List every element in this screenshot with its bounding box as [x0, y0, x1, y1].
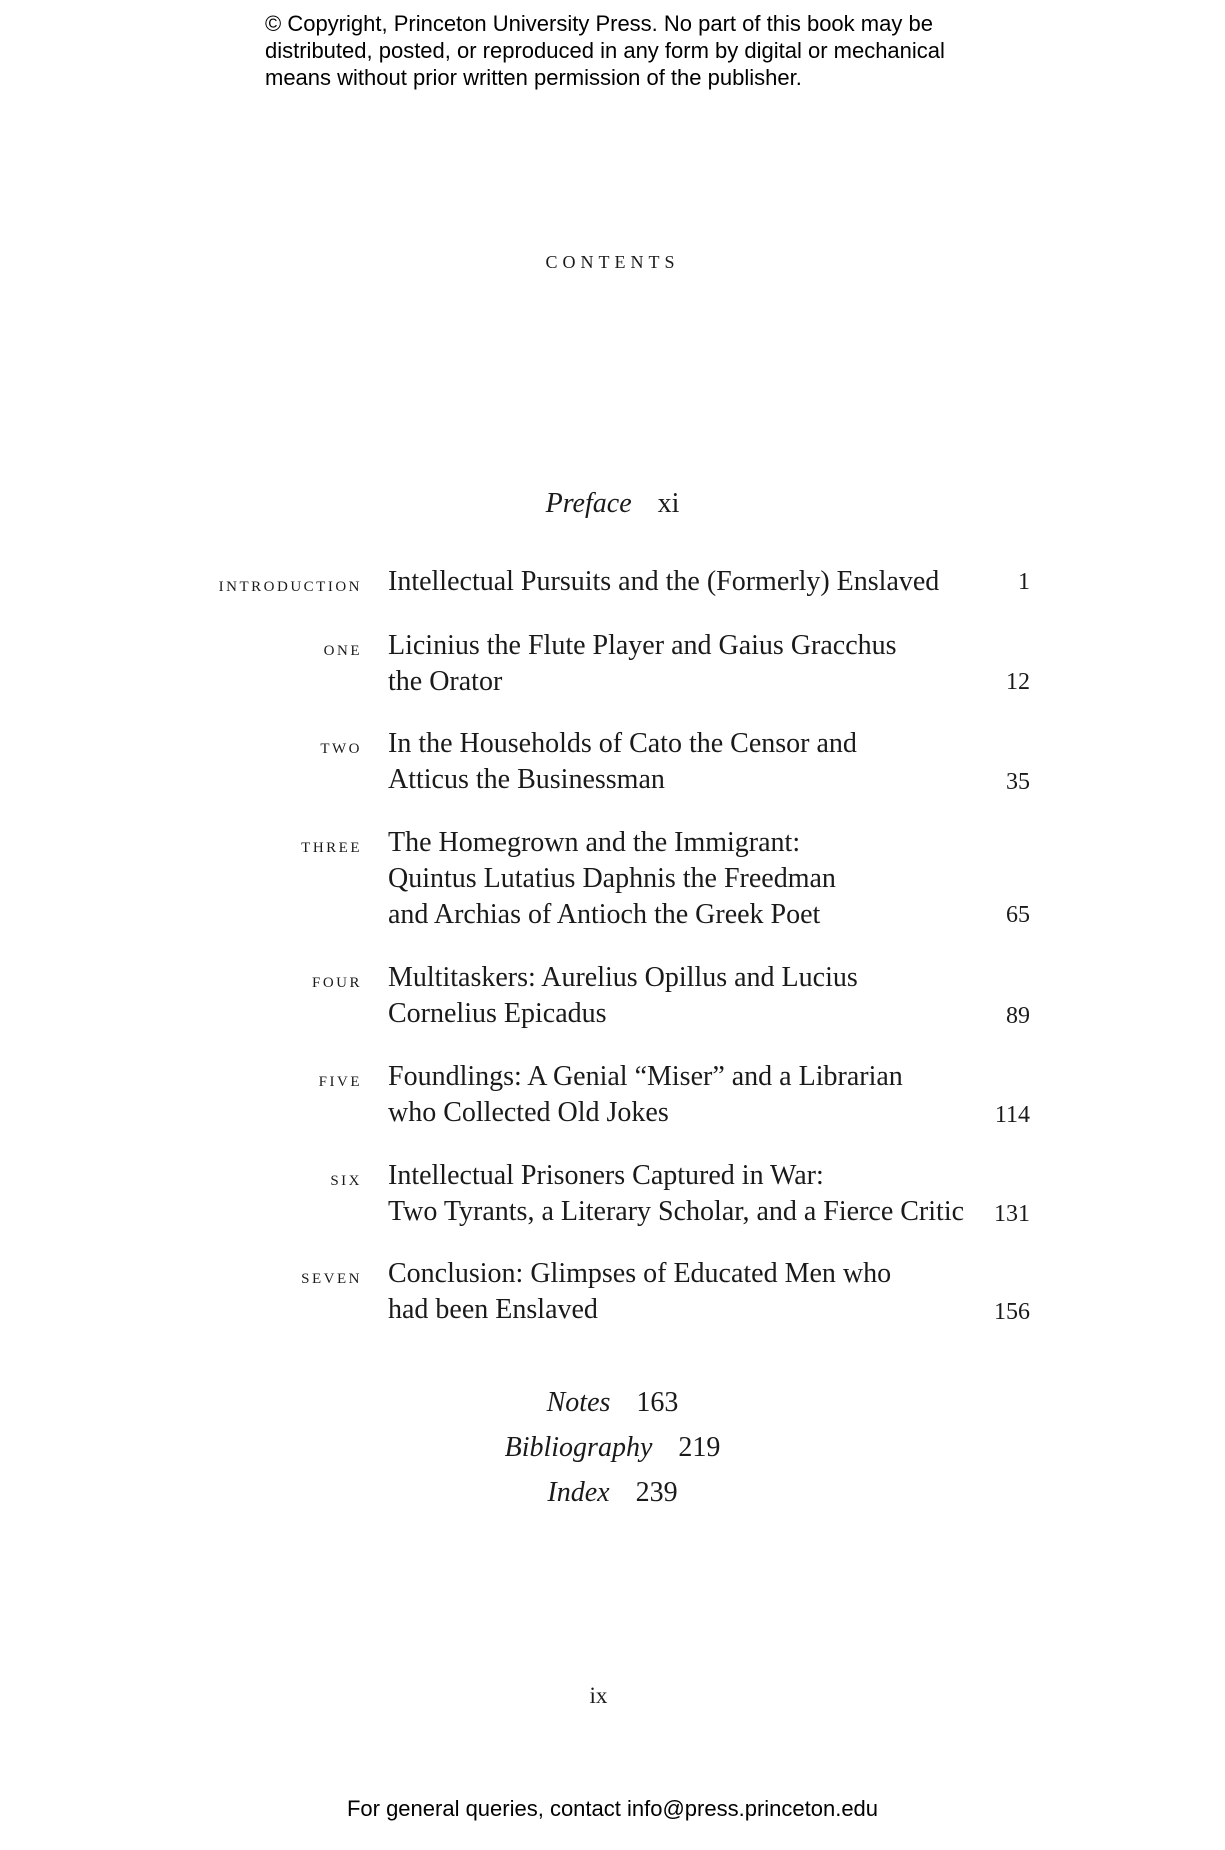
entry-title: Bibliography: [504, 1432, 653, 1463]
contact-footer: For general queries, contact info@press.princeton.edu: [346, 1796, 879, 1821]
toc-entry-preface: [0, 487, 1225, 521]
chapter-title-line: Foundlings: A Genial “Miser” and a Librarian: [388, 1061, 903, 1092]
toc-entry-bibliography: [0, 1431, 1225, 1465]
chapter-title-line: In the Households of Cato the Censor and: [388, 728, 857, 759]
chapter-label: introduction: [218, 571, 362, 596]
chapter-title: [388, 726, 968, 798]
chapter-page: 89: [1006, 1003, 1030, 1029]
entry-title: Notes: [546, 1387, 611, 1418]
chapter-page: 114: [994, 1102, 1030, 1128]
chapter-title-line: had been Enslaved: [388, 1294, 598, 1325]
chapter-page: 12: [1006, 669, 1030, 695]
chapter-title: [388, 628, 968, 700]
entry-page: 219: [678, 1432, 721, 1463]
chapter-title-line: Intellectual Pursuits and the (Formerly) Enslaved: [388, 566, 940, 597]
chapter-title-line: Intellectual Prisoners Captured in War:: [388, 1160, 824, 1191]
entry-title: Index: [547, 1477, 610, 1508]
chapter-title-line: The Homegrown and the Immigrant:: [388, 827, 801, 858]
chapter-title-line: Conclusion: Glimpses of Educated Men who: [388, 1258, 892, 1289]
chapter-title: [388, 1059, 968, 1131]
chapter-page: 1: [1018, 569, 1030, 595]
page-number: ix: [589, 1683, 608, 1708]
chapter-title: [388, 1158, 968, 1230]
chapter-page: 156: [994, 1299, 1030, 1325]
contents-heading: contents: [545, 247, 680, 274]
chapter-label: four: [311, 967, 362, 992]
toc-entry-notes: [0, 1386, 1225, 1420]
chapter-label: six: [330, 1165, 362, 1190]
entry-page: 163: [636, 1387, 679, 1418]
copyright-line: means without prior written permission of the publisher.: [265, 65, 802, 90]
chapter-page: 131: [994, 1201, 1030, 1227]
entry-page: xi: [657, 488, 680, 519]
entry-page: 239: [635, 1477, 678, 1508]
chapter-title-line: Quintus Lutatius Daphnis the Freedman: [388, 863, 836, 894]
chapter-label: two: [320, 733, 362, 758]
chapter-title-line: Multitaskers: Aurelius Opillus and Lucius: [388, 962, 858, 993]
chapter-title-line: Two Tyrants, a Literary Scholar, and a Fierce Critic: [388, 1196, 965, 1227]
chapter-page: 65: [1006, 902, 1030, 928]
chapter-title-line: Licinius the Flute Player and Gaius Gracchus: [388, 630, 897, 661]
chapter-title: [388, 825, 968, 933]
chapter-title-line: Atticus the Businessman: [388, 764, 665, 795]
chapter-title-line: and Archias of Antioch the Greek Poet: [388, 899, 821, 930]
toc-entry-index: [0, 1476, 1225, 1510]
entry-title: Preface: [545, 488, 632, 519]
chapter-title: [388, 1256, 968, 1328]
copyright-line: distributed, posted, or reproduced in any form by digital or mechanical: [265, 38, 945, 63]
chapter-label: one: [323, 635, 362, 660]
chapter-label: three: [301, 832, 362, 857]
copyright-line: © Copyright, Princeton University Press. No part of this book may be: [265, 11, 933, 36]
chapter-page: 35: [1006, 769, 1030, 795]
copyright-notice: [265, 10, 1025, 91]
chapter-title: [388, 960, 968, 1032]
chapter-label: five: [318, 1066, 362, 1091]
chapter-title-line: Cornelius Epicadus: [388, 998, 607, 1029]
chapter-label: seven: [301, 1263, 362, 1288]
chapter-title-line: the Orator: [388, 666, 503, 697]
chapter-title-line: who Collected Old Jokes: [388, 1097, 669, 1128]
chapter-title: [388, 564, 968, 600]
